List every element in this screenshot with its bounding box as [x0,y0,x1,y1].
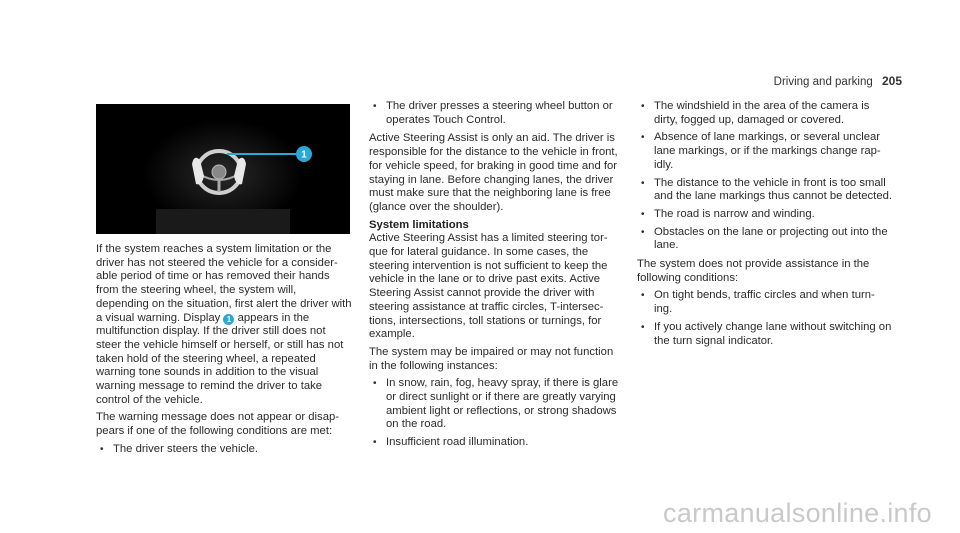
bullet-list [96,443,352,457]
list-item: • If you actively change lane without switching on the turn signal indicator. [641,320,892,347]
list-item: • The driver presses a steering wheel button or operates Touch Control. [373,100,613,126]
list-item: • On tight bends, traffic circles and when turn-ing. [641,289,875,316]
paragraph-conditions: The warning message does not appear or disap-pears if one of the following conditions are met: [96,411,340,438]
list-item: • The road is narrow and winding. [641,207,815,220]
list-item: • Obstacles on the lane or projecting out into the lane. [641,225,888,252]
column-1 [96,243,352,462]
paragraph-limitations: Active Steering Assist has a limited steering tor-que for lateral guidance. In some cases, the steering intervention is not sufficient to keep the vehicle in the lane or to drive past exits. Active Steering Assist cannot provide the driver with steering assistance at traffic circles, T-intersec-tions, intersections, toll stations or turnings, for example. [369,232,608,341]
steering-wheel-figure [96,104,350,234]
display-callout: 1 [223,314,234,325]
bullet-list [369,100,625,127]
column-2 [369,100,625,455]
bullet-list [369,377,625,450]
list-item: • The distance to the vehicle in front is too small and the lane markings thus cannot be detected. [641,176,893,203]
steering-wheel-illustration [96,104,350,234]
column-3 [637,100,893,353]
paragraph-no-assistance: The system does not provide assistance in the following conditions: [637,258,870,284]
list-item: • Absence of lane markings, or several unclear lane markings, or if the markings change rap-idly. [641,131,881,171]
list-item: • The driver steers the vehicle. [100,442,259,455]
list-item: • The windshield in the area of the camera is dirty, fogged up, damaged or covered. [641,100,870,126]
callout-number: 1 [301,149,307,161]
list-item: • In snow, rain, fog, heavy spray, if there is glare or direct sunlight or if there are greatly varying ambient light or reflections, or strong shadows on the road. [373,377,619,431]
bullet-list [637,289,893,348]
paragraph-warning [96,243,352,407]
page-header [774,74,902,88]
page-number: 205 [881,74,902,88]
paragraph-text: If the system reaches a system limitation or the driver has not steered the vehicle for a consider-able period of time or has removed their hands from the steering wheel, the system will, depending on the situation, first alert the driver with a visual warning. Display [96,243,352,324]
paragraph-text: appears in the multifunction display. If the driver still does not steer the vehicle himself or herself, or still has not taken hold of the steering wheel, a repeated warning tone sounds in addition to the visual warning message to remind the driver to take control of the vehicle. [96,311,344,406]
paragraph-aid: Active Steering Assist is only an aid. The driver is responsible for the distance to the vehicle in front, for vehicle speed, for braking in good time and for staying in lane. Before changing lanes, the driver must make sure that the neighboring lane is free (glance over the shoulder). [369,132,618,213]
section-title: Driving and parking [773,76,873,88]
bullet-list [637,100,893,253]
watermark: carmanualsonline.info [663,498,932,528]
section-heading: System limitations [369,218,469,231]
list-item: • Insufficient road illumination. [373,436,529,449]
paragraph-impaired: The system may be impaired or may not function in the following instances: [369,345,614,372]
